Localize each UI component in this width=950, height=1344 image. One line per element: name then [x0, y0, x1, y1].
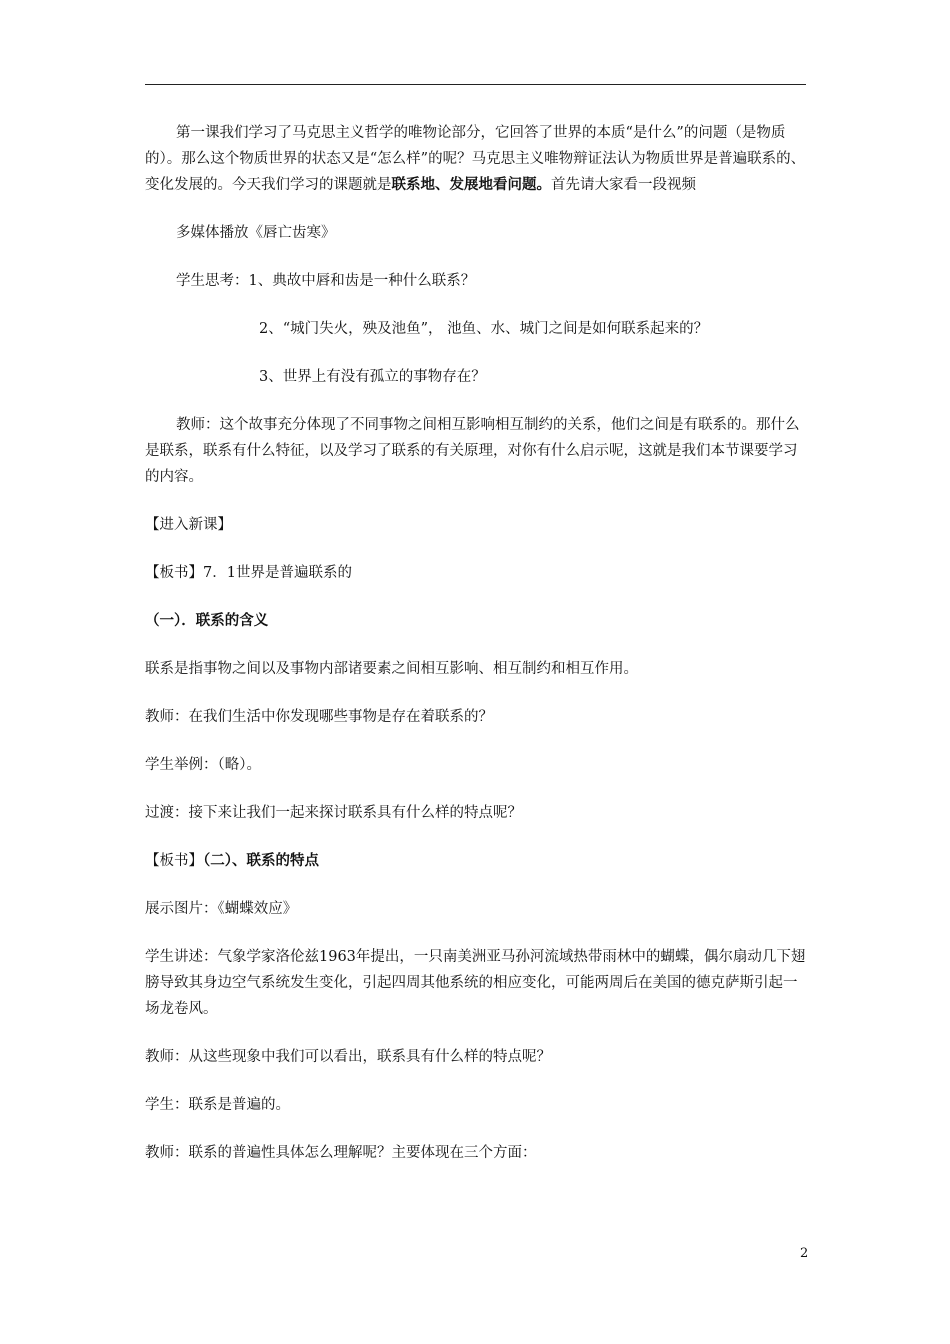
student-think-1: 学生思考：1、典故中唇和齿是一种什么联系？ — [176, 273, 476, 289]
intro-paragraph — [145, 120, 806, 198]
intro-tail: 首先请大家看一段视频 — [551, 177, 696, 193]
student-talk-paragraph: 学生讲述：气象学家洛伦兹1963年提出，一只南美洲亚马孙河流域热带雨林中的蝴蝶，偶尔扇动几下翅膀导致其身边空气系统发生变化，引起四周其他系统的相应变化，可能两周后在美国的德克萨斯引起一场龙卷风。 — [145, 949, 806, 1017]
teacher-paragraph-1: 教师：这个故事充分体现了不同事物之间相互影响相互制约的关系，他们之间是有联系的。那什么是联系，联系有什么特征，以及学习了联系的有关原理，对你有什么启示呢，这就是我们本节课要学习的内容。 — [145, 417, 800, 485]
document-body — [145, 120, 806, 1166]
section-heading-1 — [145, 608, 806, 634]
teacher-question-4: 教师：联系的普遍性具体怎么理解呢？主要体现在三个方面： — [145, 1145, 537, 1161]
header-rule — [145, 84, 806, 85]
student-example: 学生举例：（略）。 — [145, 757, 261, 773]
page-number: 2 — [800, 1246, 809, 1261]
teacher-question-3: 教师：从这些现象中我们可以看出，联系具有什么样的特点呢？ — [145, 1049, 551, 1065]
teacher-question-2: 教师：在我们生活中你发现哪些事物是存在着联系的？ — [145, 709, 493, 725]
board-note-2-prefix: 【板书】 — [145, 853, 203, 869]
board-note-1: 【板书】7．1世界是普遍联系的 — [145, 565, 352, 581]
transition-line: 过渡：接下来让我们一起来探讨联系具有什么样的特点呢？ — [145, 805, 522, 821]
show-picture-line: 展示图片：《蝴蝶效应》 — [145, 901, 298, 917]
section-heading-1-text: （一）．联系的含义 — [145, 612, 269, 629]
board-note-2 — [145, 848, 806, 874]
definition-paragraph: 联系是指事物之间以及事物内部诸要素之间相互影响、相互制约和相互作用。 — [145, 661, 638, 677]
student-think-3: 3、世界上有没有孤立的事物存在？ — [259, 369, 486, 385]
section-heading-2: （二）、联系的特点 — [203, 852, 319, 869]
lesson-title: 联系地、发展地看问题。 — [391, 176, 551, 193]
new-lesson-heading: 【进入新课】 — [145, 517, 232, 533]
student-answer: 学生：联系是普遍的。 — [145, 1097, 290, 1113]
multimedia-line: 多媒体播放《唇亡齿寒》 — [176, 225, 336, 241]
student-think-2: 2、“城门失火，殃及池鱼”， 池鱼、水、城门之间是如何联系起来的？ — [259, 321, 709, 337]
intro-text: 第一课我们学习了马克思主义哲学的唯物论部分，它回答了世界的本质“是什么”的问题（是物质的）。那么这个物质世界的状态又是“怎么样”的呢？马克思主义唯物辩证法认为物质世界是普遍联系的、变化发展的。今天我们学习的课题就是 — [145, 125, 806, 193]
